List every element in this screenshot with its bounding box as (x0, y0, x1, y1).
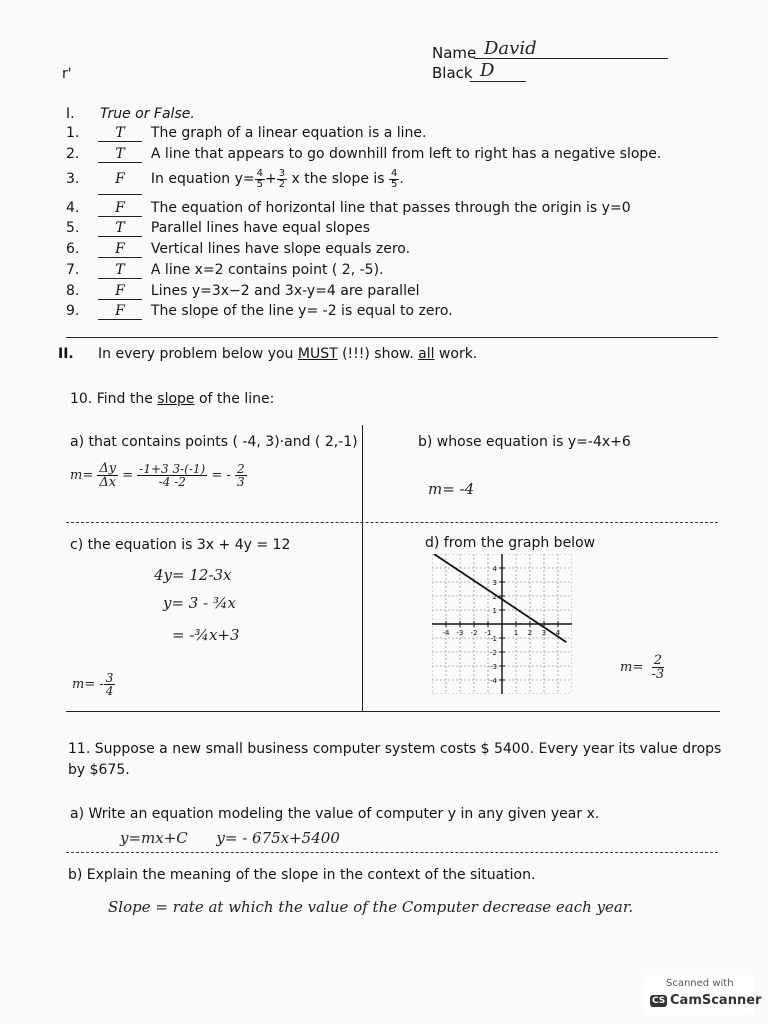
fraction: $\frac{4}{5}$ (391, 167, 398, 190)
tf-item-2 (66, 146, 661, 163)
watermark-brand: CamScanner (670, 993, 762, 1008)
camscanner-logo-icon: CS (652, 996, 666, 1006)
tf-item-9 (66, 303, 453, 320)
tf-statement: The equation of horizontal line that passes through the origin is y=0 (150, 200, 631, 216)
block-label: Black (432, 64, 473, 82)
x-tick-label: -3 (456, 629, 464, 637)
y-tick-label: 1 (492, 607, 497, 615)
q11-divider (66, 852, 718, 853)
section2-instructions: II. In every problem below you MUST (!!!) show. all work. (58, 346, 478, 362)
tf-statement: Parallel lines have equal slopes (150, 220, 371, 236)
tf-answer: F (98, 241, 142, 258)
part-c-line2: y= 3 - ¾x (163, 594, 236, 612)
tf-number: 4. (66, 200, 80, 216)
y-tick-label: 4 (492, 565, 497, 573)
tf-statement: The graph of a linear equation is a line. (150, 125, 427, 141)
coordinate-graph (432, 554, 572, 694)
name-label: Name (432, 44, 477, 62)
fraction: $\frac{4}{5}$ (256, 167, 263, 190)
tf-answer: T (98, 125, 142, 142)
part-d-prompt: d) from the graph below (425, 535, 596, 551)
y-tick-label: -2 (490, 649, 497, 657)
tf-answer: F (98, 303, 142, 320)
x-tick-label: -4 (442, 629, 450, 637)
part-c-prompt: c) the equation is 3x + 4y = 12 (70, 537, 291, 553)
y-tick-label: -1 (490, 635, 497, 643)
tf-answer: T (98, 220, 142, 237)
tf-item-8 (66, 283, 419, 300)
section-divider (66, 337, 718, 338)
y-tick-label: -4 (490, 677, 497, 685)
q11-b-prompt: b) Explain the meaning of the slope in the context of the situation. (68, 867, 536, 883)
tf-number: 8. (66, 283, 80, 299)
x-tick-label: 1 (513, 629, 519, 637)
tf-item-7 (66, 262, 383, 279)
scanner-watermark (644, 975, 762, 1015)
row-divider (66, 522, 718, 523)
y-tick-label: -3 (490, 663, 497, 671)
tf-number: 1. (66, 125, 80, 141)
block-underline (470, 81, 526, 82)
x-tick-label: 2 (527, 629, 533, 637)
part-c-answer: m= - $\frac{3}{4}$ (72, 671, 114, 698)
tf-item-1 (66, 125, 426, 142)
fraction: $\frac{3}{2}$ (278, 167, 286, 190)
part-b-prompt: b) whose equation is y=-4x+6 (418, 434, 631, 450)
tf-number: 3. (66, 171, 80, 187)
tf-statement: Vertical lines have slope equals zero. (150, 241, 411, 257)
watermark-line1: Scanned with (666, 978, 734, 989)
x-tick-label: -1 (484, 629, 492, 637)
tf-statement: A line that appears to go downhill from left to right has a negative slope. (150, 146, 662, 162)
tf-answer: F (98, 164, 142, 195)
q11-a-work: y=mx+C y= - 675x+5400 (120, 829, 340, 847)
section1-roman: I. (66, 106, 75, 122)
x-tick-label: 3 (541, 629, 547, 637)
tf-item-5 (66, 220, 370, 237)
q10-heading: 10. Find the slope of the line: (70, 391, 275, 407)
tf-answer: F (98, 283, 142, 300)
y-tick-label: 2 (492, 593, 497, 601)
x-tick-label: -2 (470, 629, 478, 637)
tf-number: 6. (66, 241, 80, 257)
tf-statement: A line x=2 contains point ( 2, -5). (150, 262, 384, 278)
section1-heading: True or False. (100, 106, 195, 122)
column-divider (362, 425, 363, 711)
tf-item-6 (66, 241, 410, 258)
tf-answer: T (98, 146, 142, 163)
part-b-work: m= -4 (428, 480, 475, 498)
part-c-line3: = -¾x+3 (172, 626, 240, 644)
tf-answer: T (98, 262, 142, 279)
tf-number: 9. (66, 303, 80, 319)
tf-number: 7. (66, 262, 80, 278)
tf-statement: In equation y= (150, 171, 255, 187)
q11-prompt: 11. Suppose a new small business computer system costs $ 5400. Every year its value drops by $675. (68, 741, 722, 778)
q11-b-answer: Slope = rate at which the value of the Computer decrease each year. (108, 898, 634, 916)
name-underline (474, 58, 668, 59)
name-value: David (484, 38, 537, 59)
tf-answer: F (98, 200, 142, 217)
part-d-answer: m= $\frac{2}{-3}$ (620, 653, 665, 682)
tf-statement: The slope of the line y= -2 is equal to zero. (150, 303, 453, 319)
part-c-line1: 4y= 12-3x (154, 566, 232, 584)
q11-a-prompt: a) Write an equation modeling the value of computer y in any given year x. (70, 806, 600, 822)
x-tick-label: 4 (555, 629, 561, 637)
row-divider-bottom (66, 711, 720, 712)
section1-title (66, 106, 195, 122)
part-a-prompt: a) that contains points ( -4, 3)·and ( 2,-1) (70, 434, 358, 450)
tf-item-4 (66, 200, 631, 217)
plotted-line (434, 554, 566, 642)
y-tick-label: 3 (492, 579, 497, 587)
block-value: D (480, 60, 495, 81)
part-a-work: m= $\frac{\Delta y}{\Delta x}$ = $\frac{-1+3 3-(-1)}{-4 -2}$ = - $\frac{2}{3}$ (70, 461, 245, 490)
tf-number: 5. (66, 220, 80, 236)
corner-mark: r' (62, 66, 72, 82)
tf-item-3: 3. F In equation y= $\frac{4}{5}$ + $\frac{3}{2}$ x the slope is $\frac{4}{5}$ . (66, 164, 404, 195)
tf-number: 2. (66, 146, 80, 162)
tf-statement: Lines y=3x−2 and 3x-y=4 are parallel (150, 283, 420, 299)
